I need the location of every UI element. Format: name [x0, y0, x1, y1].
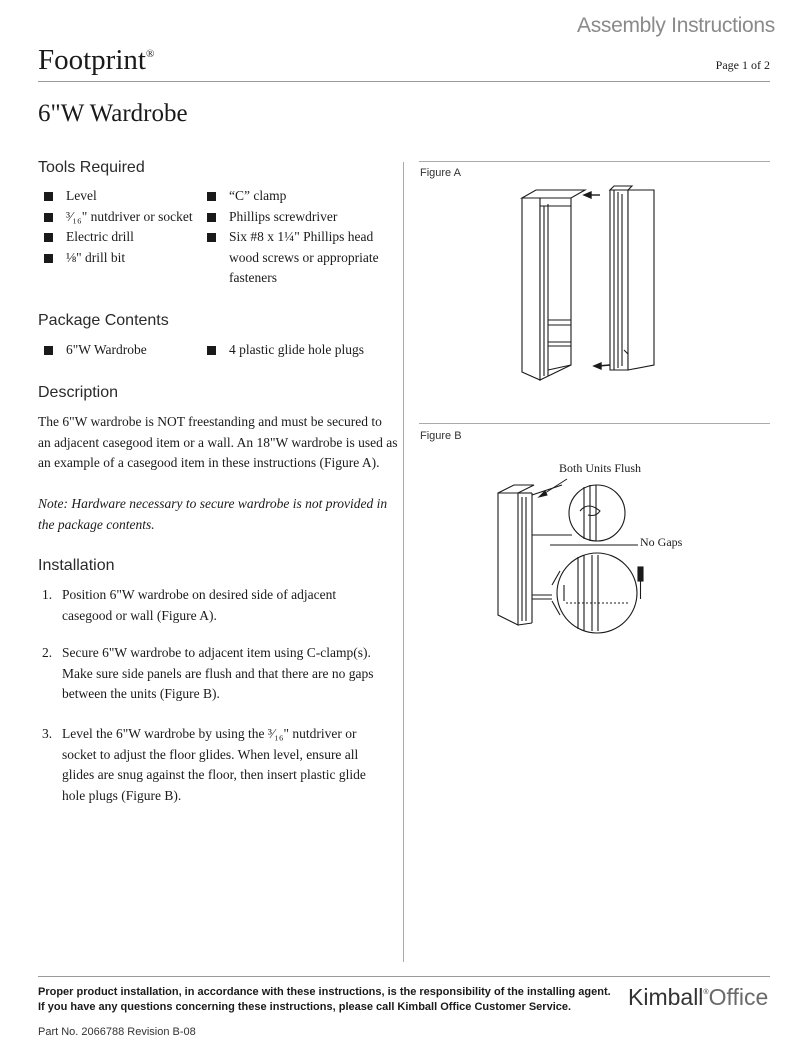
- installation-step-2: [38, 643, 383, 705]
- figure-b-rule: [419, 423, 770, 424]
- tool-item-label: “C” clamp: [229, 188, 287, 203]
- figure-b-callout-gaps: No Gaps: [640, 535, 683, 549]
- description-body: The 6"W wardrobe is NOT freestanding and must be secured to an adjacent casegood item or a wall. An 18"W wardrobe is used as an example of a casegood item in these instructions (Figure A).: [38, 414, 398, 470]
- tools-required-heading: Tools Required: [38, 159, 145, 176]
- document-title: 6"W Wardrobe: [38, 100, 188, 127]
- figure-b-callout-flush: Both Units Flush: [559, 461, 642, 475]
- footer-notice: Proper product installation, in accordance with these instructions, is the responsibility of the installing agent. If you have any questions concerning these instructions, please call Kimball Office Customer Service.: [38, 986, 611, 1013]
- kimball-office-logo: [628, 984, 768, 1011]
- package-item-plugs: [207, 340, 387, 361]
- step-text: Secure 6"W wardrobe to adjacent item using C-clamp(s). Make sure side panels are flush and that there are no gaps between the units (Figure B).: [62, 645, 374, 701]
- tool-item-screws: [207, 227, 387, 289]
- tool-item-label: ³⁄₁₆" nutdriver or socket: [66, 208, 193, 224]
- logo-registered-mark: ®: [703, 989, 709, 996]
- bullet-square-icon: [44, 213, 53, 222]
- tool-item-label: Level: [66, 188, 97, 203]
- figure-a-illustration: [500, 180, 660, 385]
- header-divider: [38, 81, 770, 82]
- installation-step-1: [38, 585, 383, 626]
- column-divider: [403, 162, 404, 962]
- bullet-square-icon: [44, 346, 53, 355]
- package-contents-heading: Package Contents: [38, 312, 169, 329]
- tool-item-drill-bit: [44, 248, 204, 269]
- assembly-instructions-header: Assembly Instructions: [577, 14, 775, 37]
- step-number: 3.: [42, 726, 53, 741]
- tool-item-label: ⅛" drill bit: [66, 249, 126, 265]
- step-text: Position 6"W wardrobe on desired side of adjacent casegood or wall (Figure A).: [62, 587, 337, 623]
- figure-a-rule: [419, 161, 770, 162]
- step-text: Level the 6"W wardrobe by using the ³⁄₁₆" nutdriver or socket to adjust the floor glides. When level, ensure all glides are snug against the floor, then insert plastic glide hole plugs (Figure B).: [62, 726, 366, 803]
- bullet-square-icon: [207, 192, 216, 201]
- logo-sub-text: Office: [708, 984, 769, 1010]
- tools-list-left: [44, 186, 204, 268]
- tool-item-level: [44, 186, 204, 207]
- tool-item-drill: [44, 227, 204, 248]
- bullet-square-icon: [44, 254, 53, 263]
- step-number: 1.: [42, 587, 53, 602]
- figure-b-label: Figure B: [420, 430, 462, 442]
- tool-item-label: Electric drill: [66, 229, 134, 244]
- bullet-square-icon: [44, 233, 53, 242]
- step-number: 2.: [42, 645, 53, 660]
- tool-item-label: Phillips screwdriver: [229, 208, 338, 224]
- package-item-wardrobe: [44, 340, 204, 361]
- description-heading: Description: [38, 384, 119, 401]
- package-item-label: 6"W Wardrobe: [66, 342, 147, 357]
- tool-item-c-clamp: [207, 186, 387, 207]
- description-note: Note: Hardware necessary to secure wardrobe is not provided in the package contents.: [38, 496, 388, 532]
- installation-heading: Installation: [38, 557, 115, 574]
- tools-list-right: [207, 186, 387, 289]
- package-list-right: [207, 340, 387, 361]
- installation-step-3: [38, 724, 383, 806]
- bullet-square-icon: [207, 233, 216, 242]
- figure-a-label: Figure A: [420, 167, 461, 179]
- tool-item-screwdriver: [207, 207, 387, 228]
- brand-name-text: Footprint: [38, 44, 146, 76]
- bullet-square-icon: [44, 192, 53, 201]
- brand-name: [38, 44, 154, 77]
- bullet-square-icon: [207, 213, 216, 222]
- tool-item-label: Six #8 x 1¼" Phillips head wood screws or appropriate fasteners: [229, 229, 379, 285]
- package-list-left: [44, 340, 204, 361]
- registered-mark: ®: [145, 48, 155, 60]
- package-item-label: 4 plastic glide hole plugs: [229, 342, 364, 357]
- tool-item-nutdriver: [44, 207, 204, 228]
- part-number: Part No. 2066788 Revision B-08: [38, 1026, 196, 1038]
- bullet-square-icon: [207, 346, 216, 355]
- footer-divider: [38, 976, 770, 977]
- page-number: Page 1 of 2: [715, 58, 770, 72]
- figure-b-illustration: [492, 475, 652, 635]
- logo-main-text: Kimball: [628, 984, 704, 1010]
